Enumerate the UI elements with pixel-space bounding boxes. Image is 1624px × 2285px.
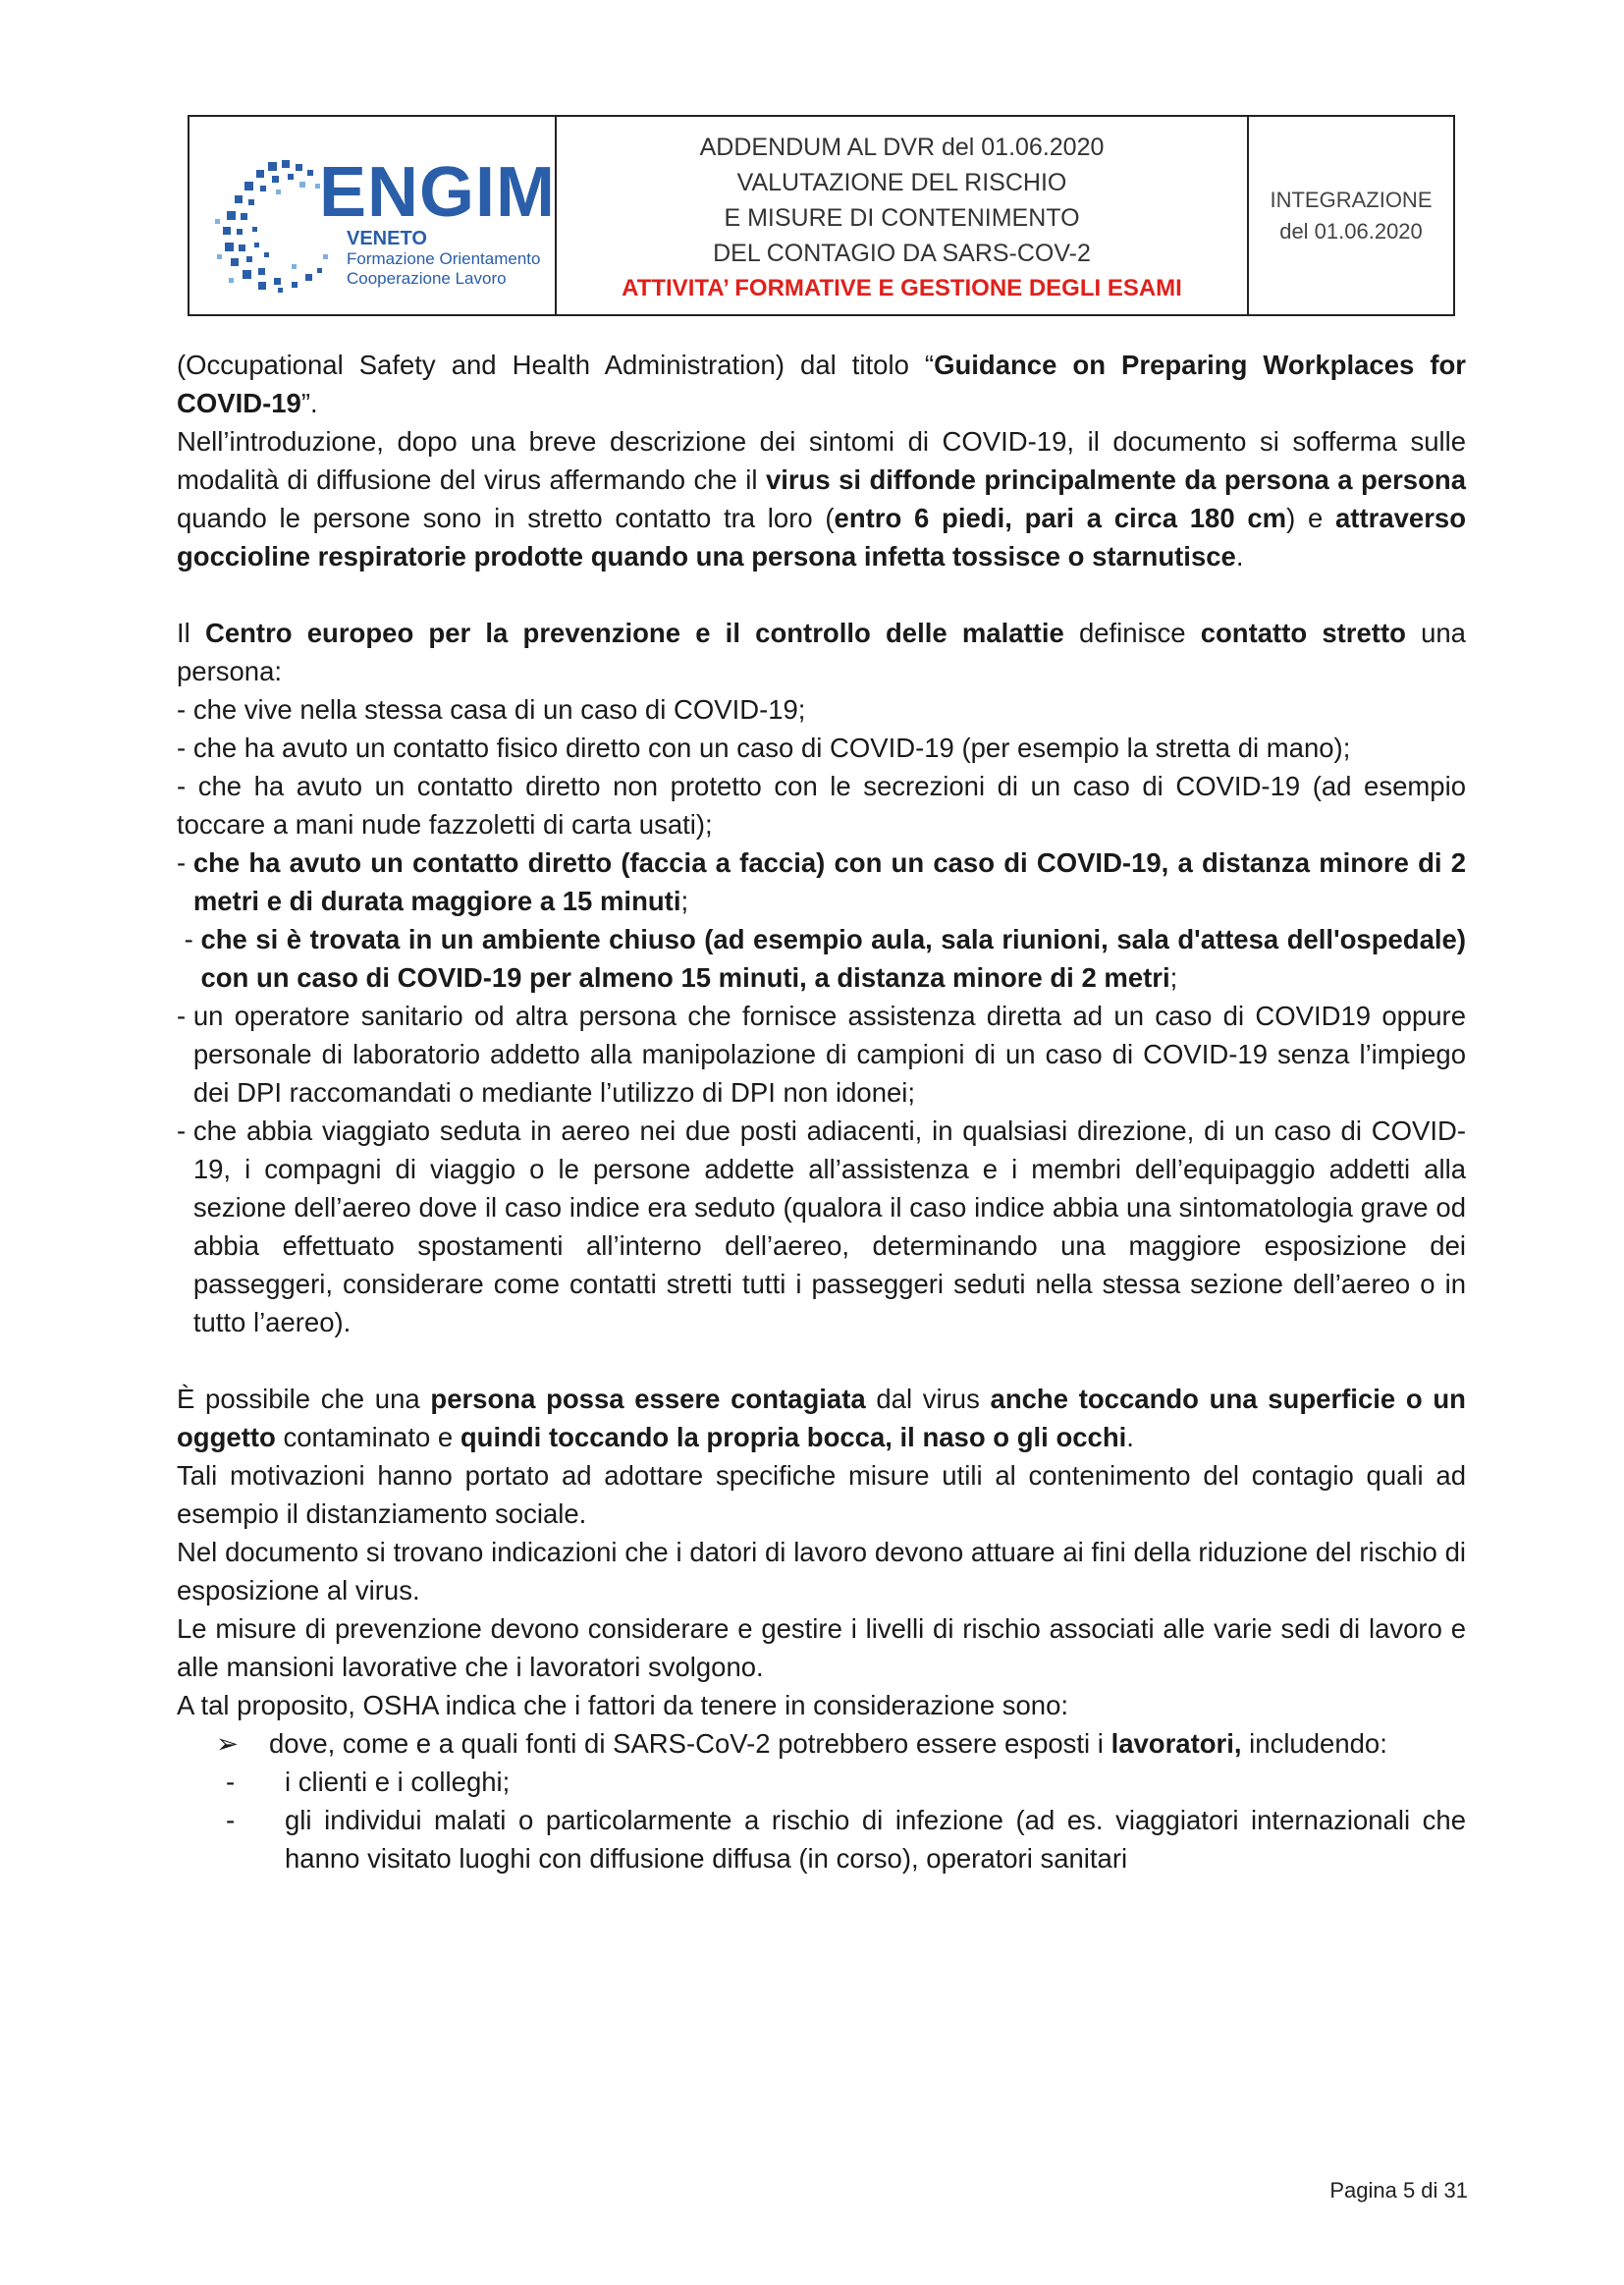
document-header: [188, 115, 1455, 316]
list-item-text: che vive nella stessa casa di un caso di COVID-19;: [192, 694, 806, 725]
header-revision-line-2: del 01.06.2020: [1279, 218, 1423, 244]
close-contact-list: [177, 690, 1466, 1341]
sub-bullet: -: [226, 1767, 236, 1797]
paragraph-measures: Tali motivazioni hanno portato ad adottare specifiche misure utili al contenimento del contagio quali ad esempio il distanziamento sociale.: [177, 1460, 1466, 1529]
paragraph-intro: (Occupational Safety and Health Administration) dal titolo “Guidance on Preparing Workplaces for COVID-19”.: [177, 350, 1466, 418]
header-title-line-2: VALUTAZIONE DEL RISCHIO: [736, 168, 1067, 196]
logo-cell: [189, 117, 557, 314]
list-item-text: che si è trovata in un ambiente chiuso (ad esempio aula, sala riunioni, sala d'attesa dell'ospedale) con un caso di COVID-19 per almeno 15 minuti, a distanza minore di 2 metri;: [200, 924, 1466, 993]
list-dash: -: [177, 847, 193, 878]
header-title-line-3: E MISURE DI CONTENIMENTO: [724, 203, 1080, 232]
list-item: [177, 843, 1466, 920]
list-dash: -: [177, 733, 193, 763]
header-title: [557, 117, 1249, 314]
header-revision-line-1: INTEGRAZIONE: [1270, 187, 1433, 212]
list-dash: -: [177, 694, 193, 725]
sub-item-text: gli individui malati o particolarmente a rischio di infezione (ad es. viaggiatori internazionali che hanno visitato luoghi con diffusione diffusa (in corso), operatori sanitari: [285, 1805, 1466, 1874]
paragraph-surface-contagion: È possibile che una persona possa essere contagiata dal virus anche toccando una superficie o un oggetto contaminato e quindi toccando la propria bocca, il naso o gli occhi.: [177, 1384, 1466, 1452]
document-body: [177, 346, 1466, 1877]
list-item: [177, 690, 1466, 729]
header-subtitle: ATTIVITA’ FORMATIVE E GESTIONE DEGLI ESAMI: [622, 274, 1182, 301]
list-item-text: un operatore sanitario od altra persona che fornisce assistenza diretta ad un caso di COVID19 oppure personale di laboratorio addetto alla manipolazione di campioni di un caso di COVID-19 senza l’impiego dei DPI raccomandati o mediante l’utilizzo di DPI non idonei;: [192, 1001, 1466, 1108]
paragraph-diffusion: Nell’introduzione, dopo una breve descrizione dei sintomi di COVID-19, il documento si sofferma sulle modalità di diffusione del virus affermando che il virus si diffonde principalmente da persona a persona quando le persone sono in stretto contatto tra loro (entro 6 piedi, pari a circa 180 cm) e attraverso goccioline respiratorie prodotte quando una persona infetta tossisce o starnutisce.: [177, 426, 1467, 571]
paragraph-employers: Nel documento si trovano indicazioni che i datori di lavoro devono attuare ai fini della riduzione del rischio di esposizione al virus.: [177, 1537, 1466, 1605]
sub-bullet: -: [226, 1805, 236, 1835]
sub-item-text: i clienti e i colleghi;: [285, 1767, 511, 1797]
list-dash: -: [177, 1115, 193, 1146]
paragraph-osha: A tal proposito, OSHA indica che i fattori da tenere in considerazione sono:: [177, 1690, 1069, 1720]
logo-line-1: Formazione Orientamento: [347, 249, 541, 268]
header-title-line-1: ADDENDUM AL DVR del 01.06.2020: [699, 133, 1105, 161]
arrow-item-text: dove, come e a quali fonti di SARS-CoV-2 potrebbero essere esposti i lavoratori, includendo:: [269, 1728, 1387, 1759]
list-item: [177, 997, 1466, 1112]
list-item-text: che ha avuto un contatto fisico diretto con un caso di COVID-19 (per esempio la stretta di mano);: [192, 733, 1351, 763]
arrow-bullet-icon: ➢: [216, 1728, 240, 1759]
paragraph-close-contact: Il Centro europeo per la prevenzione e il controllo delle malattie definisce contatto stretto una persona:: [177, 618, 1466, 686]
logo-subtitle: [347, 228, 540, 289]
engim-logo-icon: [209, 156, 337, 294]
list-item: [177, 1112, 1466, 1341]
sub-list-item: [177, 1763, 1466, 1801]
arrow-list-item: [177, 1724, 1466, 1763]
list-item: [177, 729, 1466, 767]
page-number: Pagina 5 di 31: [1329, 2178, 1468, 2203]
header-title-line-4: DEL CONTAGIO DA SARS-COV-2: [713, 239, 1091, 267]
list-dash: -: [177, 924, 201, 954]
paragraph-prevention: Le misure di prevenzione devono considerare e gestire i livelli di rischio associati alle varie sedi di lavoro e alle mansioni lavorative che i lavoratori svolgono.: [177, 1613, 1466, 1682]
list-dash: -: [177, 1001, 193, 1031]
logo-line-2: Cooperazione Lavoro: [347, 269, 507, 288]
list-item-text: che abbia viaggiato seduta in aereo nei due posti adiacenti, in qualsiasi direzione, di un caso di COVID-19, i compagni di viaggio o le persone addette all’assistenza e i membri dell’equipaggio addetti alla sezione dell’aereo dove il caso indice era seduto (qualora il caso indice abbia una sintomatologia grave od abbia effettuato spostamenti all’interno dell’aereo, determinando una maggiore esposizione dei passeggeri, considerare come contatti stretti tutti i passeggeri seduti nella stessa sezione dell’aereo o in tutto l’aereo).: [192, 1115, 1466, 1337]
logo-region: VENETO: [347, 228, 427, 249]
list-item: [177, 920, 1466, 997]
header-revision: [1249, 117, 1453, 314]
list-item: - che ha avuto un contatto diretto non protetto con le secrezioni di un caso di COVID-19 (ad esempio toccare a mani nude fazzoletti di carta usati);: [177, 771, 1466, 840]
list-item-text: che ha avuto un contatto diretto (faccia a faccia) con un caso di COVID-19, a distanza minore di 2 metri e di durata maggiore a 15 minuti;: [192, 847, 1466, 916]
sub-list-item: [177, 1801, 1466, 1877]
logo-brand: ENGIM: [319, 153, 557, 232]
